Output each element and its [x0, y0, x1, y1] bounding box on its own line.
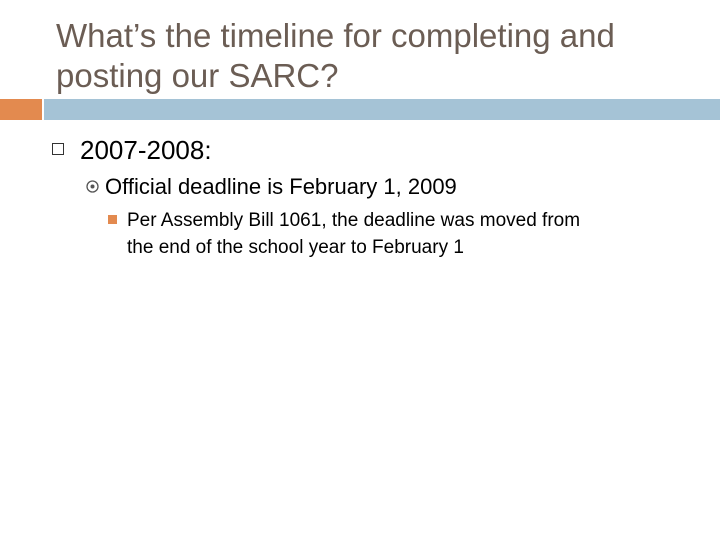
square-outline-icon — [52, 143, 64, 155]
bullet-level3 — [108, 207, 708, 261]
title-line-1: What’s the timeline for completing and — [56, 17, 615, 54]
circled-dot-icon — [86, 180, 99, 193]
square-filled-icon — [108, 215, 117, 224]
slide-title — [56, 16, 696, 96]
accent-bar-orange — [0, 99, 42, 120]
title-line-2: posting our SARC? — [56, 57, 339, 94]
bullet-level3-line-1: Per Assembly Bill 1061, the deadline was moved from — [127, 210, 581, 231]
bullet-level1-text: 2007-2008: — [80, 135, 212, 165]
bullet-level1 — [52, 134, 212, 166]
accent-bar-blue — [44, 99, 720, 120]
bullet-level3-line-2: the end of the school year to February 1 — [127, 237, 464, 258]
bullet-level2-text: Official deadline is February 1, 2009 — [105, 174, 457, 199]
bullet-level2 — [86, 173, 457, 200]
